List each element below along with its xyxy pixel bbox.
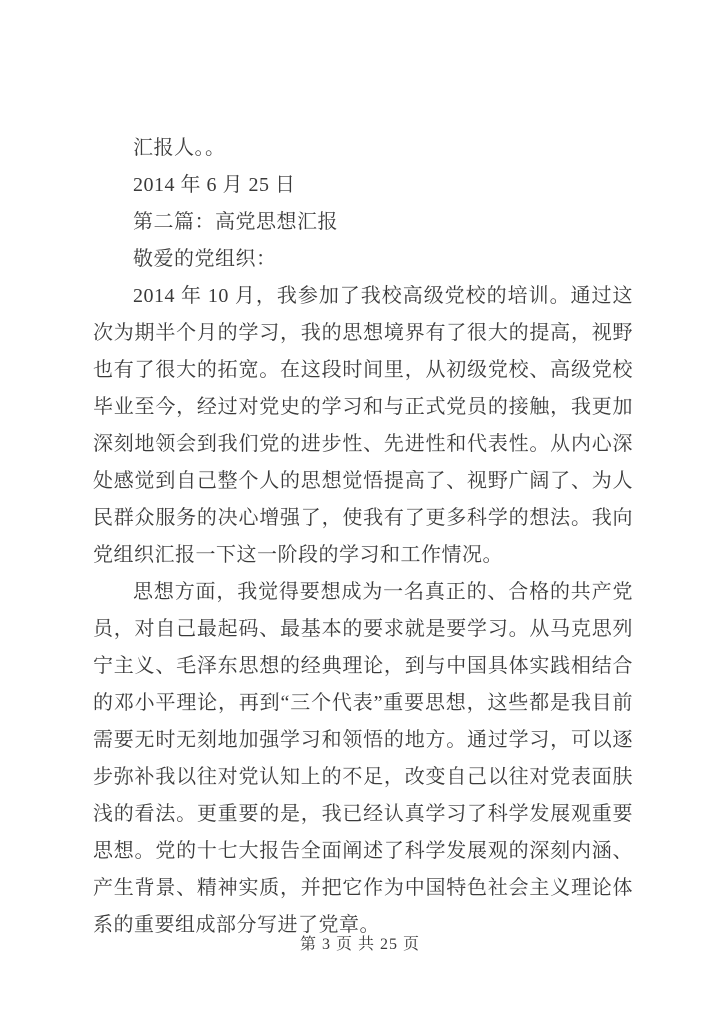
reporter-line: 汇报人。。: [133, 137, 226, 159]
page-number: 第 3 页 共 25 页: [299, 936, 420, 953]
section-title: 第二篇：高党思想汇报: [133, 211, 338, 233]
body-paragraph-2: 思想方面，我觉得要想成为一名真正的、合格的共产党员，对自己最起码、最基本的要求就是要学习。从马克思列宁主义、毛泽东思想的经典理论，到与中国具体实践相结合的邓小平理论，再到“三个代表”重要思想，这些都是我目前需要无时无刻地加强学习和领悟的地方。通过学习，可以逐步弥补我以往对党认知上的不足，改变自己以往对党表面肤浅的看法。更重要的是，我已经认真学习了科学发展观重要思想。党的十七大报告全面阐述了科学发展观的深刻内涵、产生背景、精神实质，并把它作为中国特色社会主义理论体系的重要组成部分写进了党章。: [93, 581, 633, 936]
date-line: 2014 年 6 月 25 日: [133, 174, 296, 196]
body-paragraph-1: 2014 年 10 月，我参加了我校高级党校的培训。通过这次为期半个月的学习，我的思想境界有了很大的提高，视野也有了很大的拓宽。在这段时间里，从初级党校、高级党校毕业至今，经过对党史的学习和与正式党员的接触，我更加深刻地领会到我们党的进步性、先进性和代表性。从内心深处感觉到自己整个人的思想觉悟提高了、视野广阔了、为人民群众服务的决心增强了，使我有了更多科学的想法。我向党组织汇报一下这一阶段的学习和工作情况。: [93, 285, 633, 566]
salutation-line: 敬爱的党组织：: [133, 248, 277, 270]
page-footer: [0, 931, 720, 954]
document-content: [93, 130, 633, 944]
